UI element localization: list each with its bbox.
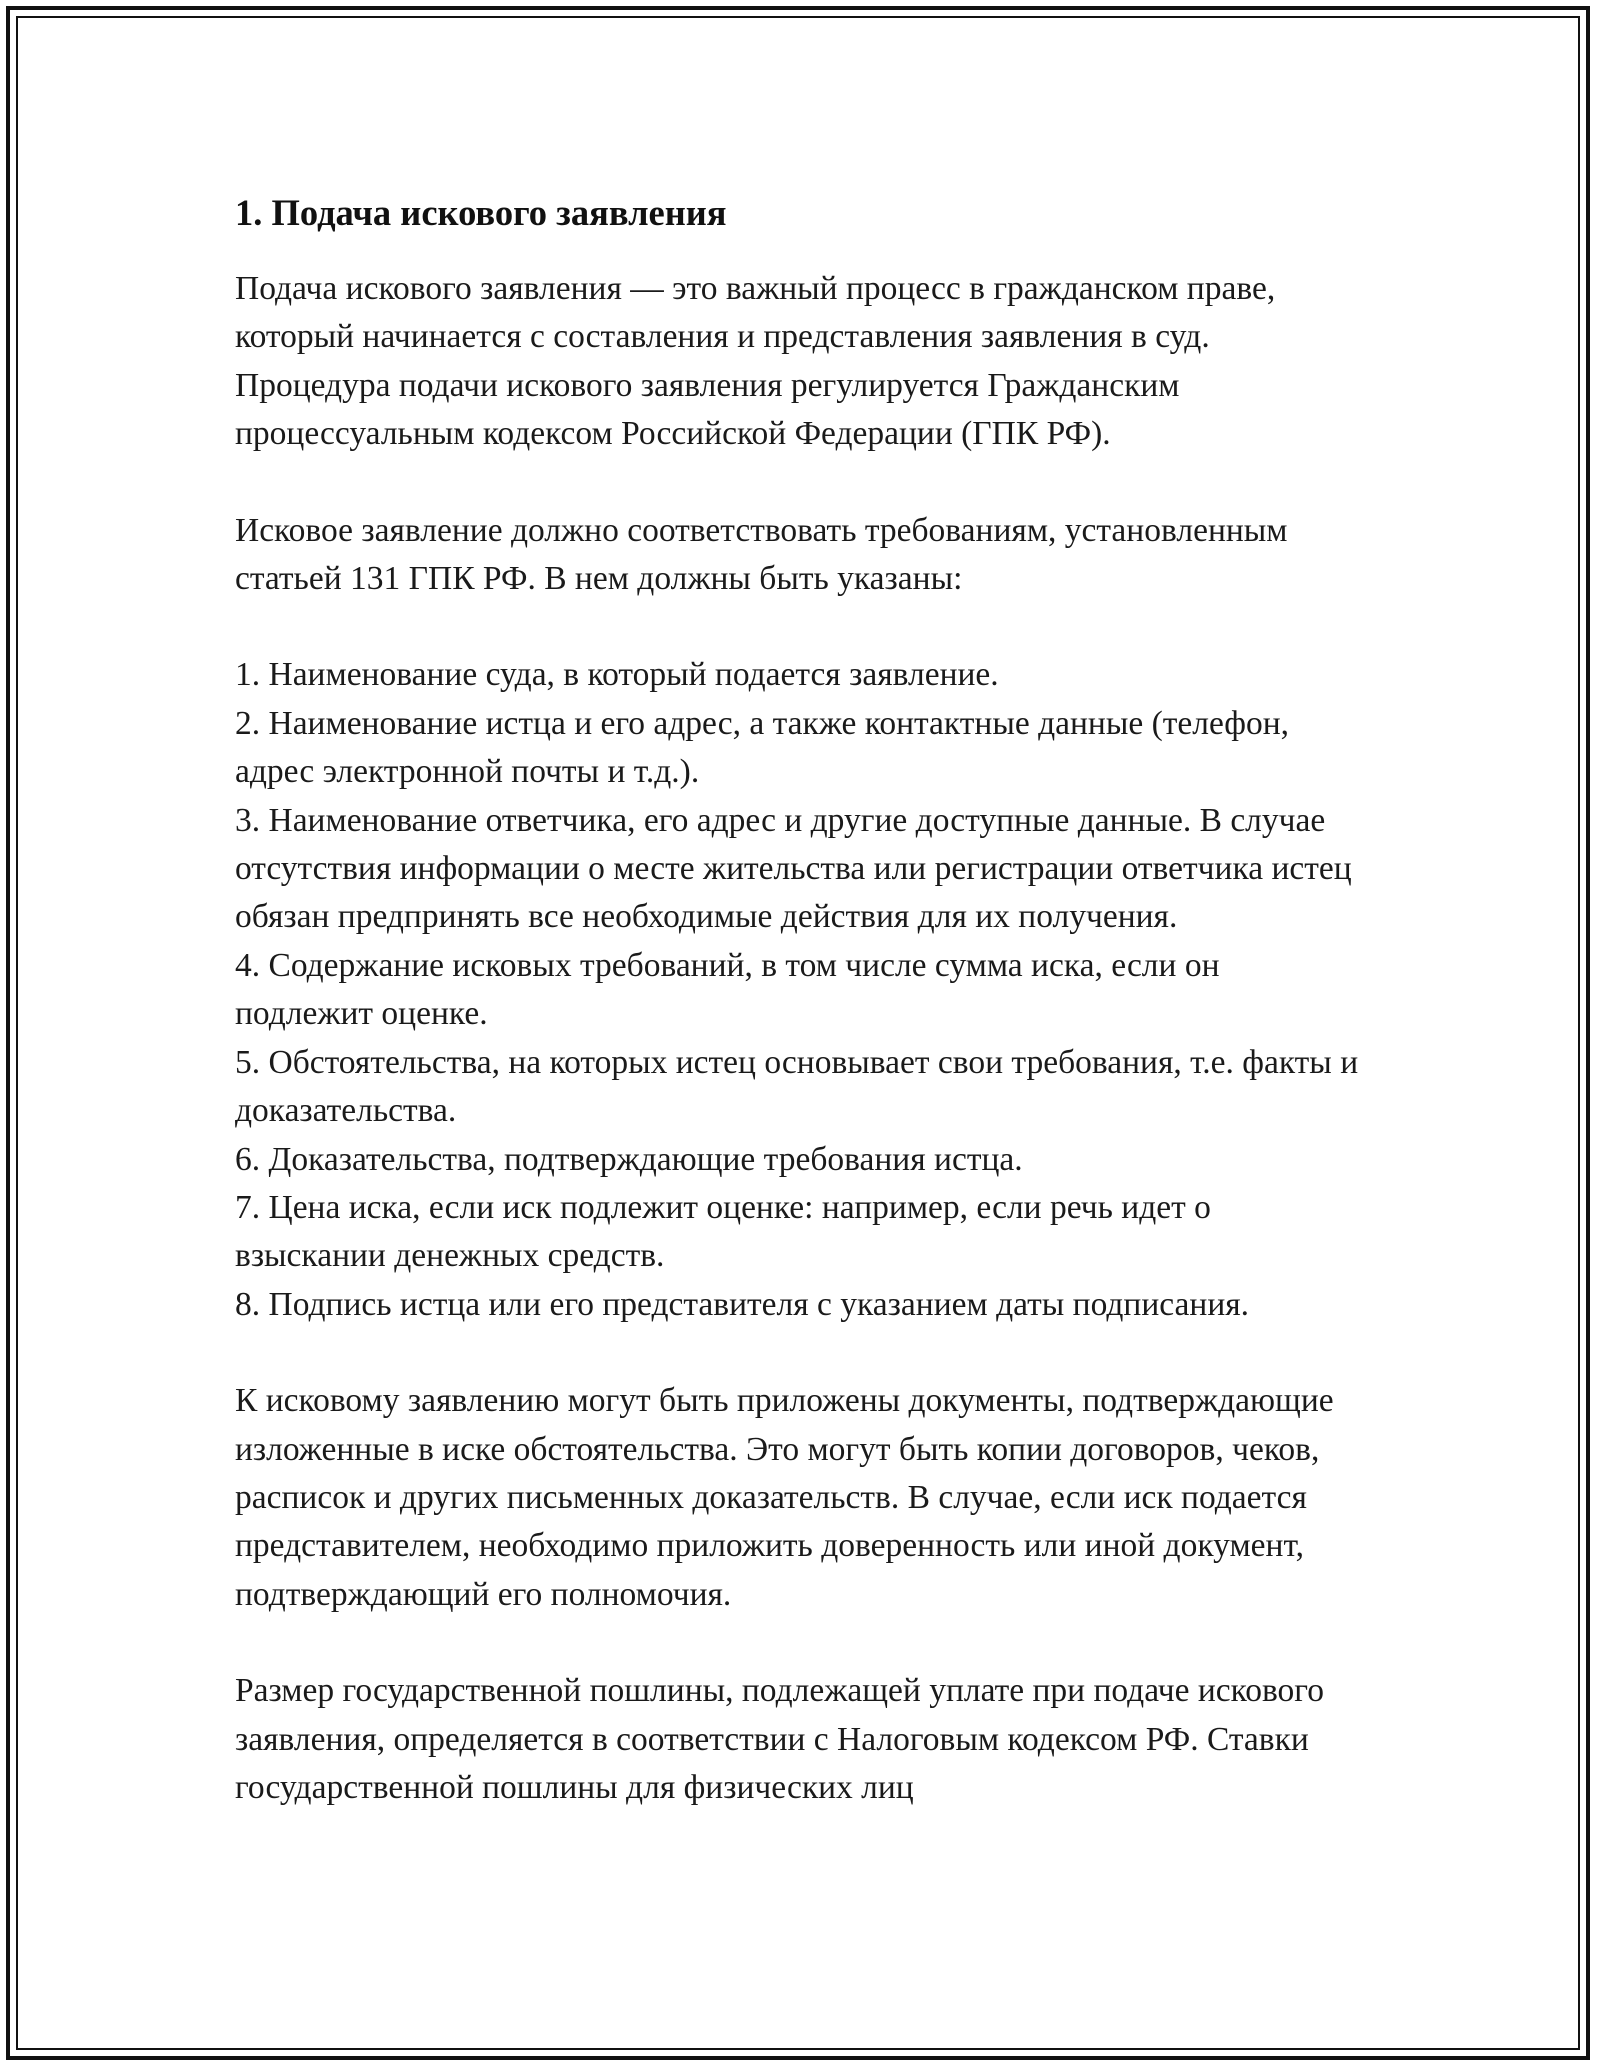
list-item: 3. Наименование ответчика, его адрес и другие доступные данные. В случае отсутствия информации о месте жительства или регистрации ответчика истец обязан предпринять все необходимые действия для их получения. xyxy=(235,801,1352,936)
list-item: 6. Доказательства, подтверждающие требования истца. xyxy=(235,1140,1023,1178)
intro-paragraph: Подача искового заявления — это важный процесс в гражданском праве, который начинается с составления и представления заявления в суд. Процедура подачи искового заявления регулируется Гражданским процессуальным кодексом Российской Федерации (ГПК РФ). xyxy=(235,270,1276,453)
list-item: 7. Цена иска, если иск подлежит оценке: например, если речь идет о взыскании денежных средств. xyxy=(235,1188,1211,1275)
document-body xyxy=(235,183,1365,1860)
attachments-paragraph: К исковому заявлению могут быть приложены документы, подтверждающие изложенные в иске обстоятельства. Это могут быть копии договоров, чеков, расписок и других письменных доказательств. В случае, если иск подается представителем, необходимо приложить доверенность или иной документ, подтверждающий его полномочия. xyxy=(235,1382,1334,1613)
list-item: 1. Наименование суда, в который подается заявление. xyxy=(235,656,999,694)
list-item: 4. Содержание исковых требований, в том числе сумма иска, если он подлежит оценке. xyxy=(235,946,1220,1033)
requirements-list xyxy=(235,651,1365,1329)
requirements-intro-paragraph: Исковое заявление должно соответствовать требованиям, установленным статьей 131 ГПК РФ. В нем должны быть указаны: xyxy=(235,511,1288,598)
list-item: 8. Подпись истца или его представителя с указанием даты подписания. xyxy=(235,1285,1250,1323)
fee-paragraph: Размер государственной пошлины, подлежащей уплате при подаче искового заявления, определяется в соответствии с Налоговым кодексом РФ. Ставки государственной пошлины для физических лиц xyxy=(235,1672,1324,1806)
list-item: 5. Обстоятельства, на которых истец основывает свои требования, т.е. факты и доказательства. xyxy=(235,1043,1359,1130)
section-title: 1. Подача искового заявления xyxy=(235,192,727,233)
list-item: 2. Наименование истца и его адрес, а также контактные данные (телефон, адрес электронной почты и т.д.). xyxy=(235,704,1290,791)
